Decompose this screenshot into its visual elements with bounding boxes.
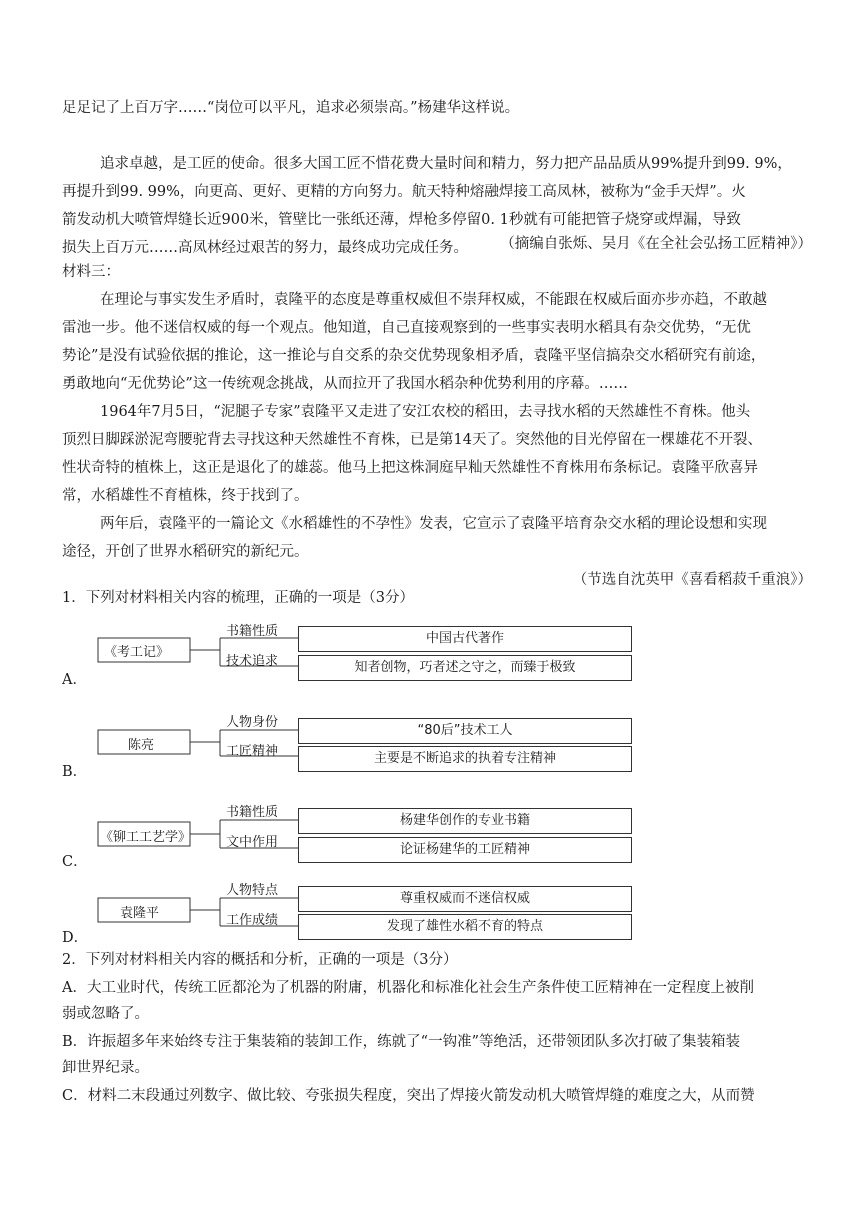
passage-line: 常，水稻雄性不育植株，终于找到了。 [62,488,309,504]
diagram-box: “80后”技术工人 [298,718,632,744]
option-text: A．大工业时代，传统工匠都沦为了机器的附庸，机器化和标准化社会生产条件使工匠精神在一定程度上被削 [62,980,754,996]
diagram-subject: 《考工记》 [104,645,170,660]
source-citation: （节选自沈英甲《喜看稻菽千重浪》） [572,572,812,588]
option-c-diagram [98,798,638,858]
option-text: C．材料二末段通过列数字、做比较、夸张损失程度，突出了焊接火箭发动机大喷管焊缝的难度之大，从而赞 [62,1088,755,1104]
passage-line: 势论”是没有试验依据的推论，这一推论与自交系的杂交优势现象相矛盾，袁隆平坚信搞杂交水稻研究有前途， [62,348,766,364]
passage-line: 在理论与事实发生矛盾时，袁隆平的态度是尊重权威但不崇拜权威，不能跟在权威后面亦步亦趋，不敢越 [100,292,767,308]
diagram-label: 人物特点 [226,883,279,898]
diagram-box: 论证杨建华的工匠精神 [298,837,632,863]
option-b-diagram [98,708,638,768]
diagram-label: 工匠精神 [226,744,279,759]
diagram-box: 主要是不断追求的执着专注精神 [298,746,632,772]
source-citation: （摘编自张烁、吴月《在全社会弘扬工匠精神》） [500,236,812,252]
diagram-subject: 陈亮 [128,738,155,753]
diagram-label: 技术追求 [226,654,279,669]
option-text: 卸世界纪录。 [62,1060,149,1076]
option-a-letter: A． [62,672,87,688]
diagram-label: 工作成绩 [226,913,279,928]
passage-line: 再提升到99. 99%，向更高、更好、更精的方向努力。航天特种熔融焊接工高凤林，被称为“金手天焊”。火 [62,184,746,200]
question-2-stem: 2．下列对材料相关内容的概括和分析，正确的一项是（3分） [62,952,458,968]
passage-line: 性状奇特的植株上，这正是退化了的雄蕊。他马上把这株洞庭早籼天然雄性不育株用布条标记。袁隆平欣喜异 [62,460,758,476]
option-d-diagram [98,876,638,936]
passage-line: 1964年7月5日，“泥腿子专家”袁隆平又走进了安江农校的稻田，去寻找水稻的天然雄性不育株。他头 [100,404,751,420]
passage-line: 雷池一步。他不迷信权威的每一个观点。他知道，自己直接观察到的一些事实表明水稻具有杂交优势，“无优 [62,320,751,336]
question-1-stem: 1．下列对材料相关内容的梳理，正确的一项是（3分） [62,590,414,606]
diagram-box: 发现了雄性水稻不育的特点 [298,914,632,940]
diagram-subject: 袁隆平 [120,906,160,921]
option-a-diagram [98,618,638,678]
passage-line: 足足记了上百万字……“岗位可以平凡，追求必须崇高。”杨建华这样说。 [62,100,520,116]
diagram-label: 书籍性质 [226,624,279,639]
diagram-box: 尊重权威而不迷信权威 [298,886,632,912]
passage-line: 顶烈日脚踩淤泥弯腰驼背去寻找这种天然雄性不育株，已是第14天了。突然他的目光停留在一棵雄花不开裂、 [62,432,762,448]
diagram-label: 书籍性质 [226,805,279,820]
diagram-subject: 《铆工工艺学》 [100,830,192,845]
passage-line: 追求卓越，是工匠的使命。很多大国工匠不惜花费大量时间和精力，努力把产品品质从99%提升到99. 9%， [100,156,792,172]
diagram-label: 人物身份 [226,715,279,730]
diagram-box: 杨建华创作的专业书籍 [298,808,632,834]
option-c-letter: C． [62,854,88,870]
option-d-letter: D． [62,930,89,946]
passage-line: 途径，开创了世界水稻研究的新纪元。 [62,544,309,560]
passage-line: 两年后，袁隆平的一篇论文《水稻雄性的不孕性》发表，它宣示了袁隆平培育杂交水稻的理论设想和实现 [100,516,767,532]
option-b-letter: B． [62,764,88,780]
diagram-label: 文中作用 [226,835,279,850]
option-text: B．许振超多年来始终专注于集装箱的装卸工作，练就了“一钩准”等绝活，还带领团队多次打破了集装箱装 [62,1034,740,1050]
diagram-box: 知者创物，巧者述之守之，而臻于极致 [298,655,632,681]
passage-line: 勇敢地向“无优势论”这一传统观念挑战，从而拉开了我国水稻杂种优势利用的序幕。…… [62,376,628,392]
section-title: 材料三： [62,264,120,280]
diagram-box: 中国古代著作 [298,626,632,652]
option-text: 弱或忽略了。 [62,1006,149,1022]
passage-line: 损失上百万元……高凤林经过艰苦的努力，最终成功完成任务。 [62,240,468,256]
passage-line: 箭发动机大喷管焊缝长近900米，管壁比一张纸还薄，焊枪多停留0. 1秒就有可能把管子烧穿或焊漏，导致 [62,212,741,228]
